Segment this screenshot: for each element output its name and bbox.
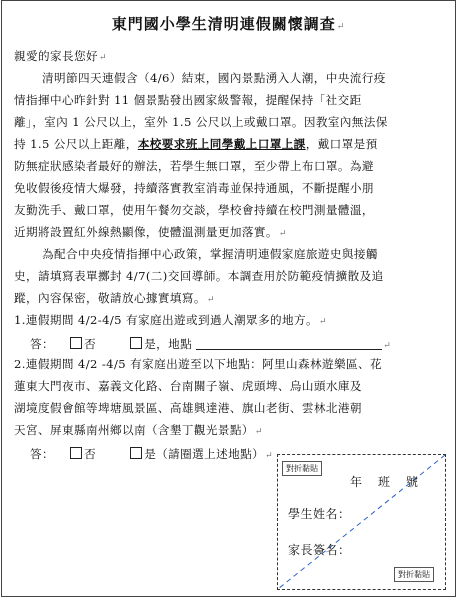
question-2-answer: 答： 否 是（請圈選上述地點）↵ xyxy=(30,447,274,461)
intro-line-8: 近期將設置紅外線熱顯像，使體溫測量更加落實。↵ xyxy=(14,225,287,239)
class-seat-line: 年 班 號 xyxy=(350,475,421,489)
question-2-line-3: 湖境度假會館等埤塘風景區、高雄興達港、旗山老街、雲林北港朝 xyxy=(14,401,362,415)
q2-no-label: 否 xyxy=(84,447,97,461)
intro-line-4: 持 1.5 公尺以上距離，本校要求班上同學戴上口罩上課，戴口罩是預 xyxy=(14,137,378,151)
mask-requirement: 本校要求班上同學戴上口罩上課 xyxy=(137,137,306,151)
question-1-answer: 答： 否 是，地點 ↵ xyxy=(30,337,392,351)
q1-no-checkbox[interactable] xyxy=(70,337,82,349)
answer-label: 答： xyxy=(30,447,54,461)
page-title: 東門國小學生清明連假關懷調查↵ xyxy=(111,15,346,33)
q1-yes-checkbox[interactable] xyxy=(130,337,142,349)
question-1 xyxy=(14,309,446,357)
question-2 xyxy=(14,353,446,467)
cut-label-bottom: 對折黏貼 xyxy=(394,567,434,582)
greeting: 親愛的家長您好↵ xyxy=(14,49,107,63)
student-name-field[interactable]: 學生姓名： xyxy=(288,507,351,521)
q2-yes-checkbox[interactable] xyxy=(130,447,142,459)
policy-line-3: 蹤，內容保密，敬請放心據實填寫。↵ xyxy=(14,291,215,305)
intro-line-2: 情指揮中心昨針對 11 個景點發出國家級警報，提醒保持「社交距 xyxy=(14,93,362,107)
policy-paragraph xyxy=(14,243,446,311)
q2-yes-label: 是（請圈選上述地點） xyxy=(144,447,265,461)
intro-line-5: 防無症狀感染者最好的辦法，若學生無口罩，至少帶上布口罩。為避 xyxy=(14,159,374,173)
question-2-line-4: 天宮、屏東縣南州鄉以南（含墾丁觀光景點）↵ xyxy=(14,423,263,437)
intro-line-1: 清明節四天連假含（4/6）結束，國內景點湧入人潮，中央流行疫 xyxy=(42,71,386,85)
intro-line-6: 免收假後疫情大爆發，持續落實教室消毒並保持通風，不斷提醒小朋 xyxy=(14,181,374,195)
cut-label-top: 對折黏貼 xyxy=(282,461,322,476)
q1-location-field[interactable] xyxy=(196,336,382,350)
question-2-line-2: 蓮東大門夜市、嘉義文化路、台南關子嶺、虎頭埤、烏山頭水庫及 xyxy=(14,379,362,393)
intro-line-7: 友勤洗手、戴口罩，使用午餐勿交談，學校會持續在校門測量體溫， xyxy=(14,203,374,217)
parent-signature-field[interactable]: 家長簽名： xyxy=(288,543,351,557)
return-slip xyxy=(277,454,446,590)
intro-paragraph xyxy=(14,67,446,245)
policy-line-1: 為配合中央疫情指揮中心政策，掌握清明連假家庭旅遊史與接觸 xyxy=(42,247,378,261)
q2-no-checkbox[interactable] xyxy=(70,447,82,459)
question-1-text: 1.連假期間 4/2-4/5 有家庭出遊或到過人潮眾多的地方。↵ xyxy=(14,313,327,327)
q1-yes-label: 是，地點 xyxy=(144,337,193,351)
intro-line-3: 離」，室內 1 公尺以上，室外 1.5 公尺以上或戴口罩。因教室內無法保 xyxy=(14,115,388,129)
policy-line-2: 史，請填寫表單擲封 4/7(二)交回導師。本調查用於防範疫情擴散及追 xyxy=(14,269,384,283)
answer-label: 答： xyxy=(30,337,54,351)
q1-no-label: 否 xyxy=(84,337,97,351)
question-2-line-1: 2.連假期間 4/2 -4/5 有家庭出遊至以下地點：阿里山森林遊樂區、花 xyxy=(14,357,382,371)
survey-page xyxy=(1,0,456,597)
